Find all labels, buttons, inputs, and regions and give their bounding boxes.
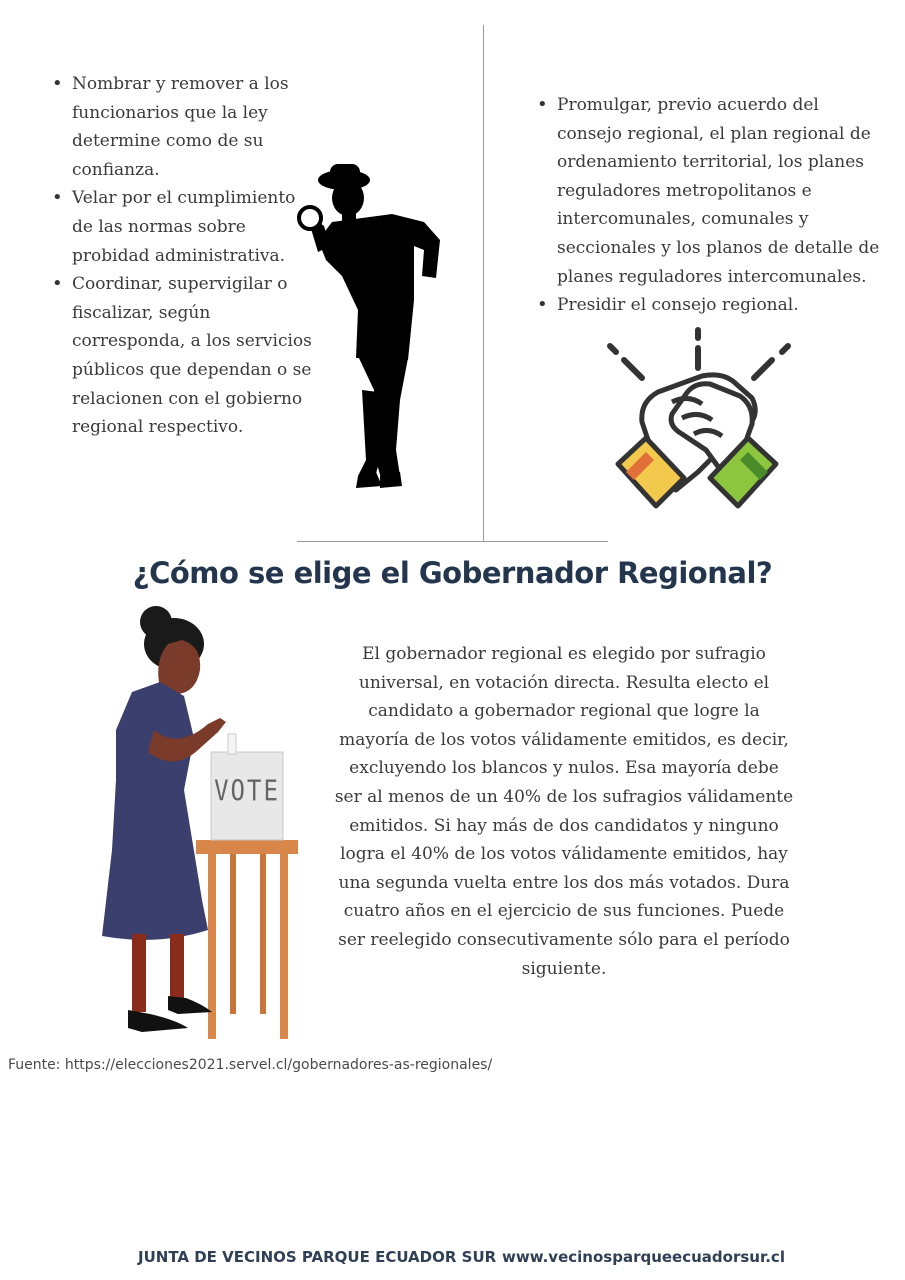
list-item: • Promulgar, previo acuerdo del consejo regional, el plan regional de ordenamiento territorial, los planes reguladores metropolitanos e intercomunales, comunales y seccionales y los planos de detalle de planes reguladores intercomunales. — [537, 91, 887, 291]
vertical-divider — [483, 25, 484, 542]
horizontal-divider — [297, 541, 608, 542]
ballot-box-label: VOTE — [214, 774, 280, 808]
source-link[interactable]: Fuente: https://elecciones2021.servel.cl/gobernadores-as-regionales/ — [8, 1057, 493, 1073]
footer-website-link[interactable]: www.vecinosparqueecuadorsur.cl — [502, 1248, 785, 1266]
footer-organization: JUNTA DE VECINOS PARQUE ECUADOR SUR — [138, 1248, 497, 1266]
woman-voting-illustration — [98, 600, 303, 1045]
detective-silhouette-illustration — [296, 160, 446, 490]
list-item: • Nombrar y remover a los funcionarios que la ley determine como de su confianza. — [52, 70, 312, 184]
left-bullet-list — [52, 70, 312, 442]
list-item: • Coordinar, supervigilar o fiscalizar, según corresponda, a los servicios públicos que dependan o se relacionen con el gobierno regional respectivo. — [52, 270, 312, 442]
list-item: • Presidir el consejo regional. — [537, 291, 887, 320]
list-item: • Velar por el cumplimiento de las normas sobre probidad administrativa. — [52, 184, 312, 270]
section-heading: ¿Cómo se elige el Gobernador Regional? — [132, 556, 773, 590]
right-bullet-list — [537, 91, 887, 320]
body-paragraph: El gobernador regional es elegido por sufragio universal, en votación directa. Resulta electo el candidato a gobernador regional que logre la mayoría de los votos válidamente emitidos, es decir, excluyendo los blancos y nulos. Esa mayoría debe ser al menos de un 40% de los sufragios válidamente emitidos. Si hay más de dos candidatos y ninguno logra el 40% de los votos válidamente emitidos, hay una segunda vuelta entre los dos más votados. Dura cuatro años en el ejercicio de sus funciones. Puede ser reelegido consecutivamente sólo para el período siguiente. — [334, 644, 794, 979]
clasped-hands-icon — [602, 322, 792, 517]
